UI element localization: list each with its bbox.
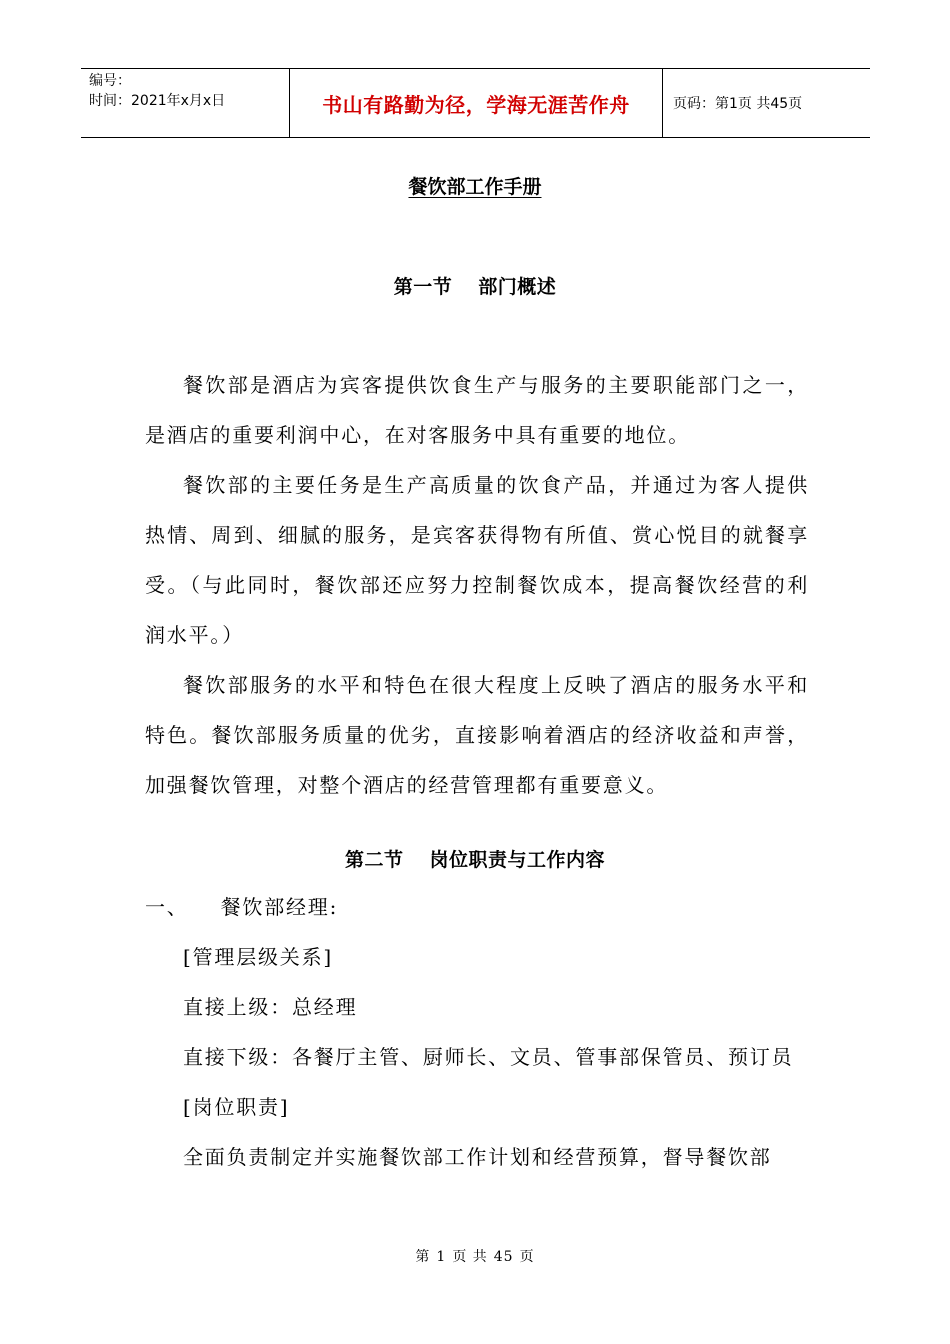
direct-superior: 直接上级：总经理 [183, 995, 358, 1019]
duties-text: 全面负责制定并实施餐饮部工作计划和经营预算，督导餐饮部 [183, 1145, 772, 1169]
header-page-info: 页码：第1页 共45页 [673, 96, 803, 112]
section-1-number: 第一节 [393, 276, 453, 298]
footer-page-number: 1 [436, 1249, 447, 1265]
document-number-label: 编号： [89, 73, 131, 89]
footer-total-pages: 45 [493, 1249, 514, 1265]
footer-suffix: 页 [519, 1249, 535, 1265]
section-1-name: 部门概述 [478, 276, 557, 298]
document-title: 餐饮部工作手册 [408, 176, 542, 198]
footer-prefix: 第 [415, 1249, 431, 1265]
item-1-heading [145, 882, 809, 932]
section-2-body [145, 882, 809, 1182]
direct-subordinates: 直接下级：各餐厅主管、厨师长、文员、管事部保管员、预订员 [183, 1045, 794, 1069]
item-1-title: 餐饮部经理: [220, 895, 339, 919]
section-2-title [0, 845, 950, 872]
hierarchy-heading: [管理层级关系] [183, 945, 334, 969]
section-1-paragraph: 餐饮部的主要任务是生产高质量的饮食产品，并通过为客人提供热情、周到、细腻的服务，是宾客获得物有所值、赏心悦目的就餐享受。（与此同时，餐饮部还应努力控制餐饮成本，提高餐饮经营的利润水平。） [145, 473, 809, 647]
header-motto: 书山有路勤为径，学海无涯苦作舟 [289, 69, 663, 137]
section-1-paragraph: 餐饮部是酒店为宾客提供饮食生产与服务的主要职能部门之一，是酒店的重要利润中心，在对客服务中具有重要的地位。 [145, 373, 809, 447]
page-header [81, 68, 870, 138]
section-1-body [145, 360, 809, 810]
duties-heading: [岗位职责] [183, 1095, 290, 1119]
document-date: 时间：2021年x月x日 [89, 93, 226, 109]
section-1-title [0, 272, 950, 299]
section-2-name: 岗位职责与工作内容 [429, 849, 606, 871]
page-footer [0, 1246, 950, 1266]
section-1-paragraph: 餐饮部服务的水平和特色在很大程度上反映了酒店的服务水平和特色。餐饮部服务质量的优劣，直接影响着酒店的经济收益和声誉，加强餐饮管理，对整个酒店的经营管理都有重要意义。 [145, 673, 809, 797]
footer-middle: 页 共 [452, 1249, 488, 1265]
item-1-number: 一、 [145, 895, 189, 919]
section-2-number: 第二节 [344, 849, 404, 871]
header-meta [81, 69, 289, 137]
